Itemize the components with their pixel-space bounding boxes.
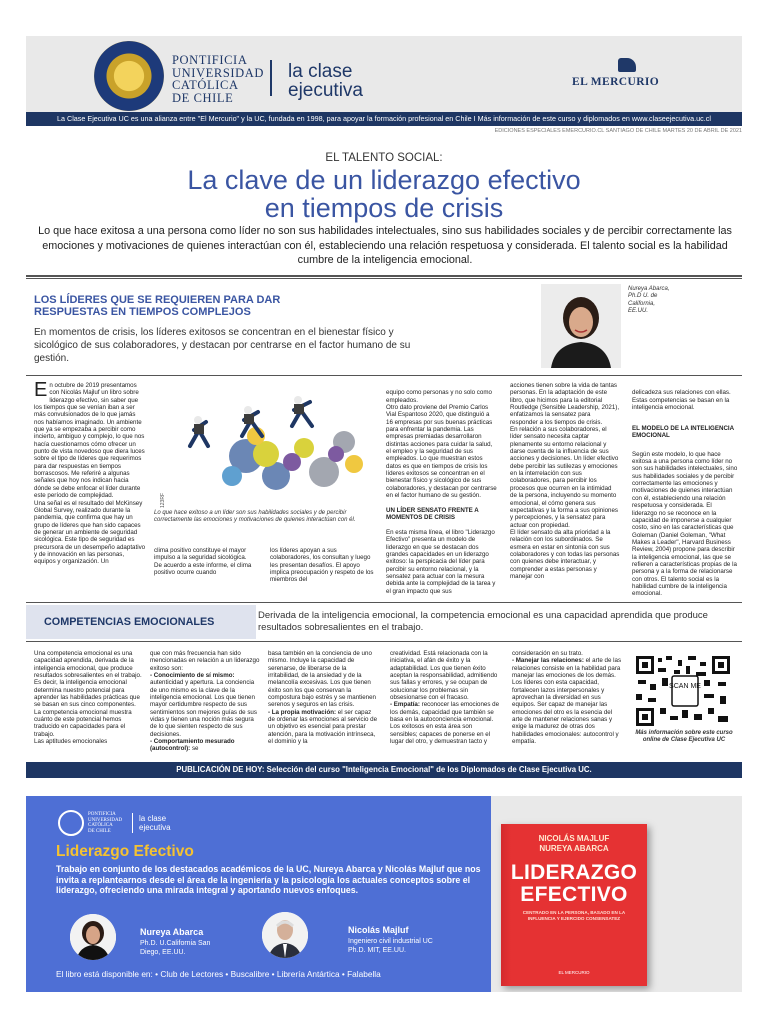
book-title bbox=[507, 862, 641, 906]
credential-line: Ph.D. MIT, EE.UU. bbox=[348, 946, 406, 954]
column-text: equipo como personas y no solo como empleados. Otro dato proviene del Premio Carlos Vial Espantoso 2020, que distinguió a 16 empresas por sus buenas prácticas para enfrentar la pandemia. Las empresas premiadas desarrollaron distintas acciones para cuidar la salud, el empleo y la seguridad de sus empleados. Lo que muestran estos datos es que en tiempos de crisis los líderes exitosos se concentran en el bienestar físico y sicológico de sus colaboradores, y destacan por centrarse en el factor humano de su gestión. bbox=[386, 389, 497, 500]
subheading: UN LÍDER SENSATO FRENTE A MOMENTOS DE CRISIS bbox=[386, 506, 479, 522]
author-name: Nicolás Majluf bbox=[348, 925, 409, 935]
book-publisher: EL MERCURIO bbox=[558, 970, 590, 975]
publication-bar: PUBLICACIÓN DE HOY: Selección del curso "Inteligencia Emocional" de los Diplomados de Clase Ejecutiva UC. bbox=[26, 762, 742, 778]
article-column: clima positivo constituye el mayor impulso a la seguridad sicológica. De acuerdo a este informe, el clima positivo ocurre cuando bbox=[154, 547, 252, 577]
credential-line: Ingeniero civil industrial UC bbox=[348, 938, 433, 945]
author-photo bbox=[70, 914, 116, 960]
section-lead: Derivada de la inteligencia emocional, la competencia emocional es una capacidad aprendida que produce resultados sobresalientes en el trabajo. bbox=[258, 610, 708, 633]
item-label: Conocimiento de sí mismo: bbox=[153, 672, 235, 680]
article-column bbox=[34, 379, 146, 596]
program-name bbox=[288, 62, 363, 100]
item-label: La propia motivación: bbox=[271, 708, 337, 716]
book-authors bbox=[501, 834, 647, 854]
section-title: COMPETENCIAS EMOCIONALES bbox=[26, 605, 256, 639]
qr-caption: Más información sobre este curso online de Clase Ejecutiva UC bbox=[635, 730, 733, 743]
item-text: se bbox=[190, 745, 199, 753]
book-author-line: NICOLÁS MAJLUF bbox=[538, 834, 610, 843]
lead-paragraph: Lo que hace exitosa a una persona como líder no son sus habilidades intelectuales, sino sus habilidades sociales y de percibir correctamente las emociones y motivaciones de quienes interactúan con él, estableciendo una relación respetuosa y considerada. El talento social es la habilidad cumbre de la inteligencia emocional. bbox=[38, 225, 732, 267]
divider bbox=[26, 275, 742, 277]
column-text: que con más frecuencia han sido mencionadas en relación a un liderazgo exitoso son: bbox=[150, 650, 260, 672]
program-line: la clase bbox=[139, 814, 167, 823]
author-caption bbox=[628, 286, 669, 316]
alliance-ribbon: La Clase Ejecutiva UC es una alianza entre "El Mercurio" y la UC, fundada en 1998, para apoyar la formación profesional en Chile I Más información de este curso y diplomados en www.claseejecutiva.uc.cl bbox=[26, 112, 742, 126]
article-column: los líderes apoyan a sus colaboradores, los consultan y luego les presentan desafíos. El apoyo implica preocupación y respeto de los miembros del bbox=[270, 547, 374, 584]
divider bbox=[270, 60, 272, 96]
column-text: En esta misma línea, el libro "Liderazgo Efectivo" presenta un modelo de liderazgo en que se destacan dos grandes capacidades en un liderazgo exitoso: la perspicacia del líder para percibir su entorno relacional, y la sensatez para actuar con la mesura debida ante la complejidad de la tarea y el gran impacto que sus bbox=[386, 528, 496, 595]
ad-program-name bbox=[139, 814, 171, 832]
author-photo bbox=[541, 284, 621, 368]
ad-panel bbox=[26, 796, 491, 992]
university-line: DE CHILE bbox=[88, 828, 111, 834]
university-line: CATÓLICA bbox=[172, 78, 239, 92]
column-text: creatividad. Está relacionada con la iniciativa, el afán de éxito y la adaptabilidad. Los que tienen éxito aceptan la responsabilidad, admitiendo sus fallas y errores, y se ocupan de solucionar los problemas sin obsesionarse con el fracaso. bbox=[390, 650, 498, 702]
author-credentials bbox=[140, 940, 210, 957]
competencias-column: basa también en la conciencia de uno mismo. Incluye la capacidad de serenarse, de liberarse de la irritabilidad, de la ansiedad y de la melancolía excesivas. Los que tienen éxito son los que conservan la compostura bajo estrés y se mantienen serenos y seguros en las crisis. - La propia motivación: el ser capaz de ordenar las emociones al servicio de un objetivo es esencial para prestar atención, para la motivación intrínseca, el dominio y la bbox=[268, 650, 378, 746]
headline-line: en tiempos de crisis bbox=[264, 193, 504, 223]
divider bbox=[26, 602, 742, 603]
competencias-column: Una competencia emocional es una capacidad aprendida, derivada de la inteligencia emocional, que produce resultados sobresalientes en el trabajo. Es decir, la inteligencia emocional determina nuestro potencial para aprender las habilidades prácticas que se basan en sus cinco componentes. La competencia emocional muestra cuánto de este potencial hemos traducido en capacidades para el trabajo. Las aptitudes emocionales bbox=[34, 650, 142, 746]
caption-line: Ph.D U. de bbox=[628, 293, 658, 300]
availability-list: El libro está disponible en: • Club de Lectores • Buscalibre • Librería Antártica • Falabella bbox=[56, 969, 381, 979]
book-title-line: LIDERAZGO bbox=[510, 861, 638, 884]
section-title: LOS LÍDERES QUE SE REQUIEREN PARA DAR RESPUESTAS EN TIEMPOS COMPLEJOS bbox=[34, 294, 281, 318]
article-column bbox=[632, 382, 738, 605]
competencias-column: creatividad. Está relacionada con la iniciativa, el afán de éxito y la adaptabilidad. Los que tienen éxito aceptan la responsabilidad, admitiendo sus fallas y errores, y se ocupan de solucionar los problemas sin obsesionarse con el fracaso. - Empatía: reconocer las emociones de los demás, capacidad que también se basa en la autoconciencia emocional. Los exitosos en esta área son sensibles; capaces de ponerse en el lugar del otro, y demuestran tacto y bbox=[390, 650, 500, 746]
item-text: el arte de las relaciones consiste en la habilidad para manejar las emociones de los demás. Los líderes con esta capacidad, fortalecen lazos interpersonales y aprovechan la diversidad en sus equipos. Ser capaz de manejar las emociones del otro es la esencia del arte de mantener relaciones sanas y exige la madurez de otras dos habilidades emocionales: autocontrol y empatía. bbox=[512, 657, 622, 746]
credential-line: Ph.D. U.California San bbox=[140, 940, 211, 947]
divider bbox=[132, 813, 133, 833]
article-illustration bbox=[154, 384, 374, 508]
book-title-line: EFECTIVO bbox=[520, 883, 628, 906]
image-credit: 123RF bbox=[160, 492, 166, 508]
author-photo bbox=[262, 912, 308, 958]
drop-cap: E bbox=[34, 379, 48, 401]
university-line: PONTIFICIA bbox=[172, 53, 248, 67]
qr-code[interactable] bbox=[634, 654, 732, 728]
university-line: DE CHILE bbox=[172, 90, 234, 105]
item-text: reconocer las emociones de los demás, capacidad que también se basa en la autoconciencia emocional. Los exitosos en esta área son sensibles; capaces de ponerse en el lugar del otro, y demuestran tacto y bbox=[390, 701, 500, 746]
ad-text: Trabajo en conjunto de los destacados académicos de la UC, Nureya Abarca y Nicolás Majluf que nos invita a replantearnos desde el área de la ingeniería y la psicología los actuales conceptos sobre el liderazgo, ofreciendo una mirada integral y aportando nuevos enfoques. bbox=[56, 864, 481, 896]
book-cover bbox=[501, 824, 647, 986]
caption-line: California, bbox=[628, 300, 656, 307]
column-text: delicadeza sus relaciones con ellas. Estas competencias se basan en la inteligencia emocional. bbox=[632, 389, 731, 412]
book-subtitle: CENTRADO EN LA PERSONA, BASADO EN LA INFLUENCIA Y EJERCIDO CONSENSATEZ bbox=[522, 910, 626, 921]
newspaper-page bbox=[26, 36, 742, 992]
column-text: Según este modelo, lo que hace exitosa a una persona como líder no son sus habilidades intelectuales, sino sus habilidades sociales y de percibir correctamente las emociones y motivaciones de quienes interactúan con él, estableciendo una relación respetuosa y considerada. El liderazgo no se reconoce en la capacidad de imponerse a cualquier costo, sino en las características que Goleman (Daniel Goleman, "What Makes a Leader", Harvard Business Review, 2004) propone para describir la inteligencia emocional, las que se refieren a características propias de la persona y a la forma de relacionarse con otros. El talento social es la habilidad cumbre de la inteligencia emocional. bbox=[632, 450, 738, 598]
masthead bbox=[26, 36, 742, 112]
article-column: acciones tienen sobre la vida de tantas personas. En la adaptación de este libro, que hicimos para la editorial Routledge (Sensible Leadership, 2021), enfatizamos la sensatez para responder a los tiempos de crisis. En relación a sus colaboradores, el líder sensato necesita captar plenamente su entorno relacional y darse cuenta de la influencia de sus acciones y decisiones. Un líder efectivo debe percibir las sutilezas y emociones en la interrelación con sus colaboradores, para percibir los procesos que ocurren en la intimidad de la persona, incluyendo su momento emocional, el cómo genera sus expectativas y la forma a sus opiniones y percepciones, y la sensatez para actuar con propiedad. El líder sensato da alta prioridad a la relación con los subordinados. Se esmera en estar en sintonía con sus colaboradores y con todas las personas con quienes debe interactuar, y comprender a estas personas y manejar con bbox=[510, 382, 620, 580]
university-seal-icon bbox=[94, 41, 164, 111]
university-name bbox=[172, 54, 264, 104]
ad-title: Liderazgo Efectivo bbox=[56, 843, 194, 860]
book-author-line: NUREYA ABARCA bbox=[539, 844, 609, 853]
program-line: la clase bbox=[288, 61, 353, 82]
university-line: UNIVERSIDAD bbox=[88, 817, 123, 823]
headline-line: La clave de un liderazgo efectivo bbox=[187, 165, 581, 195]
item-label: Comportamiento mesurado (autocontrol): bbox=[150, 738, 235, 753]
divider bbox=[26, 641, 742, 642]
subheading: EL MODELO DE LA INTELIGENCIA EMOCIONAL bbox=[632, 424, 734, 440]
headline bbox=[26, 166, 742, 222]
item-label: Empatía: bbox=[393, 701, 420, 709]
divider bbox=[26, 375, 742, 376]
newspaper-logo-icon bbox=[618, 58, 636, 72]
article-column bbox=[386, 382, 498, 602]
competencias-column: que con más frecuencia han sido mencionadas en relación a un liderazgo exitoso son: - Conocimiento de sí mismo: autenticidad y apertura. La conciencia de uno mismo es la clave de la inteligencia emocional. Los que tienen mayor certidumbre respecto de sus sentimientos son mejores guías de sus vidas y tienen una noción más segura de lo que sienten respecto de sus decisiones. - Comportamiento mesurado (autocontrol): se bbox=[150, 650, 260, 753]
image-caption: Lo que hace exitoso a un líder son sus habilidades sociales y de percibir correctamente las emociones y motivaciones de quienes interactúan con él. bbox=[154, 510, 356, 523]
program-line: ejecutiva bbox=[288, 80, 363, 101]
book-advertisement bbox=[26, 796, 742, 992]
qr-label: SCAN ME bbox=[669, 683, 701, 690]
author-name: Nureya Abarca bbox=[140, 927, 204, 937]
competencias-column: consideración en su trato. - Manejar las relaciones: el arte de las relaciones consiste en la habilidad para manejar las emociones de los demás. Los líderes con esta capacidad, fortalecen lazos interpersonales y aprovechan la diversidad en sus equipos. Ser capaz de manejar las emociones del otro es la esencia del arte de mantener relaciones sanas y exige la madurez de otras dos habilidades emocionales: autocontrol y empatía. bbox=[512, 650, 622, 746]
kicker: EL TALENTO SOCIAL: bbox=[325, 152, 443, 164]
section-lead: En momentos de crisis, los líderes exitosos se concentran en el bienestar físico y sicológico de sus colaboradores, y destacan por centrarse en el factor humano de su gestión. bbox=[34, 327, 411, 364]
university-line: UNIVERSIDAD bbox=[172, 65, 265, 80]
university-line: CATÓLICA bbox=[88, 823, 113, 829]
credential-line: Diego, EE.UU. bbox=[140, 948, 186, 956]
university-seal-icon bbox=[58, 810, 84, 836]
author-credentials bbox=[348, 938, 433, 955]
caption-line: EE.UU. bbox=[628, 308, 649, 315]
program-line: ejecutiva bbox=[139, 823, 171, 832]
newspaper-name: EL MERCURIO bbox=[572, 76, 660, 88]
item-text: autenticidad y apertura. La conciencia de uno mismo es la clave de la inteligencia emocional. Los que tienen mayor certidumbre respecto de sus sentimientos son mejores guías de sus vidas y tienen una noción más segura de lo que sienten respecto de sus decisiones. bbox=[150, 679, 257, 738]
column-text: basa también en la conciencia de uno mismo. Incluye la capacidad de serenarse, de liberarse de la irritabilidad, de la ansiedad y de la melancolía excesivas. Los que tienen éxito son los que conservan la compostura bajo estrés y se mantienen serenos y seguros en las crisis. bbox=[268, 650, 376, 709]
item-label: Manejar las relaciones: bbox=[515, 657, 584, 665]
column-text: consideración en su trato. bbox=[512, 650, 583, 657]
dateline: EDICIONES ESPECIALES EMERCURIO.CL SANTIAGO DE CHILE MARTES 20 DE ABRIL DE 2021 bbox=[494, 128, 742, 134]
column-text: n octubre de 2019 presentamos con Nicolás Majluf un libro sobre liderazgo efectivo, sin saber que los tiempos que se venían iban a ser más convulsionados de lo que jamás nos habíamos imaginado. Un ambiente que ya se empezaba a percibir como incierto, ambiguo y complejo, lo que nos hacía cuestionarnos cómo ofrecer un punto de vista novedoso que diera luces sobre el tipo de líderes que requerimos para dar respuestas en tiempos borrascosos. Me referiré a algunas señales que hoy nos indican hacia dónde se debe enfocar el líder durante este período de complejidad. Una señal es el resultado del McKinsey Global Survey, realizado durante la pandemia, que confirma que hay un grupo de líderes que han sido capaces de generar un ambiente de seguridad sicológica. Este tipo de seguridad es precursora de un desempeño adaptativo y de innovación en las personas, equipos y organización. Un bbox=[34, 382, 146, 566]
item-text: el ser capaz de ordenar las emociones al servicio de un objetivo es esencial para prestar atención, para la motivación intrínseca, el dominio y la bbox=[268, 708, 378, 746]
divider bbox=[26, 278, 742, 279]
caption-line: Nureya Abarca, bbox=[628, 286, 670, 292]
university-line: PONTIFICIA bbox=[88, 812, 116, 817]
ad-university-name bbox=[88, 812, 122, 834]
